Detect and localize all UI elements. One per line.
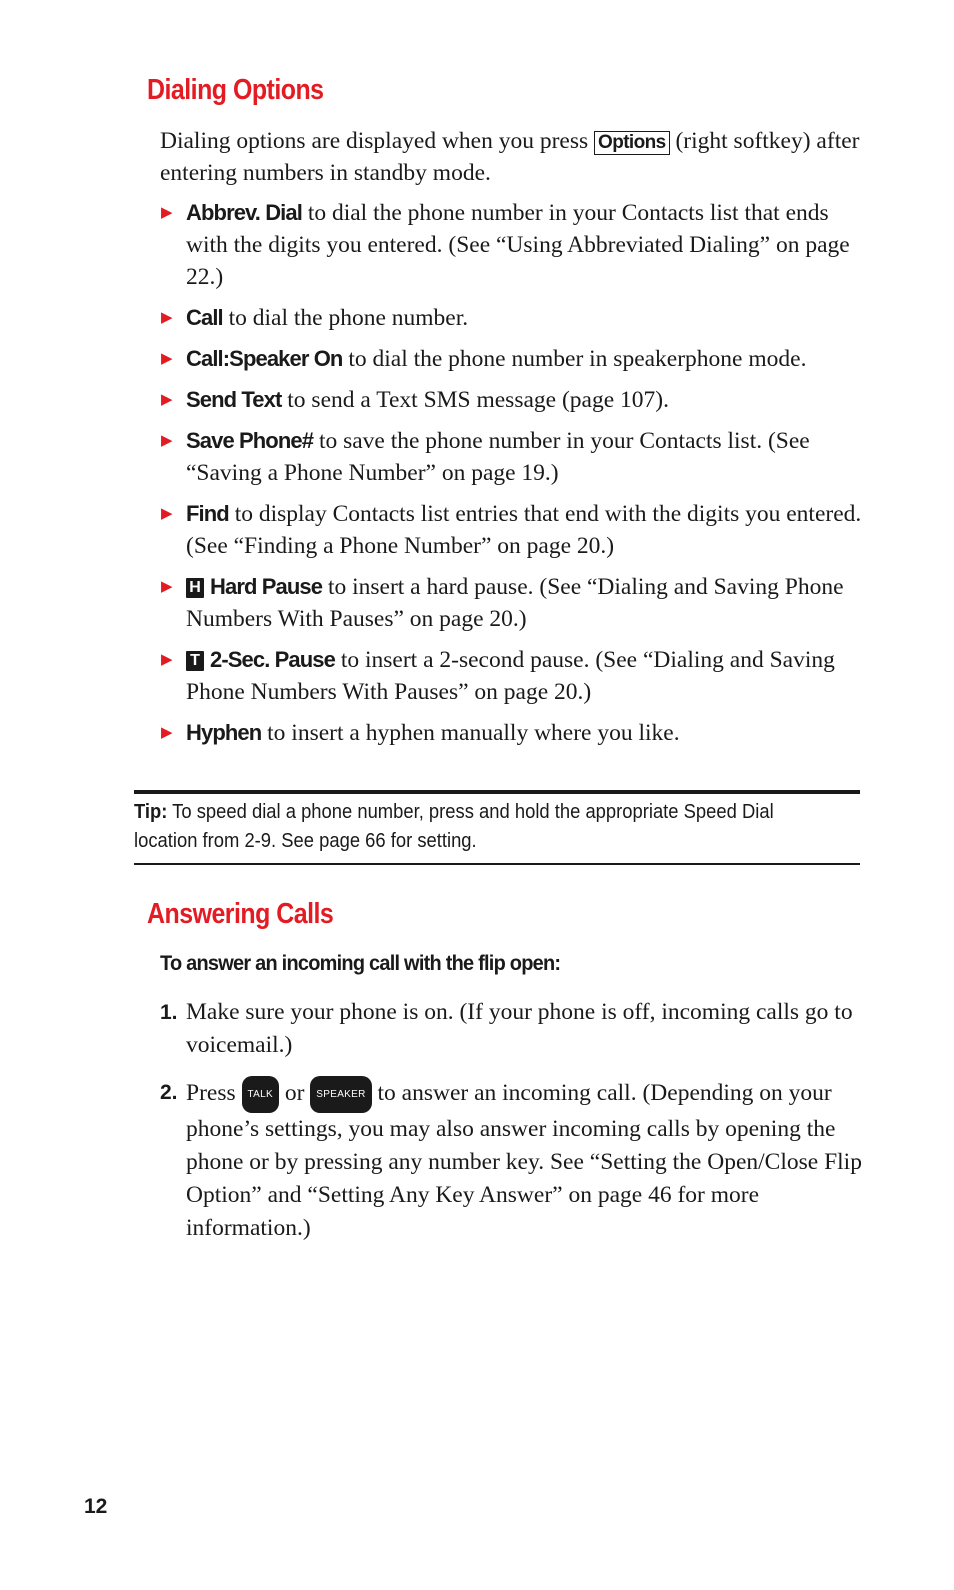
list-item: ▶ Call:Speaker On to dial the phone number in speakerphone mode.: [160, 343, 865, 375]
option-term: Abbrev. Dial: [186, 200, 302, 225]
tip-box: [134, 798, 796, 856]
tip-top-rule: [134, 790, 860, 794]
bullet-arrow-icon: ▶: [161, 351, 173, 367]
list-item: ▶ H Hard Pause to insert a hard pause. (See “Dialing and Saving Phone Numbers With Pauses” on page 20.): [160, 571, 865, 635]
section-title-dialing-options: Dialing Options: [147, 74, 324, 106]
talk-key-icon: TALK: [242, 1076, 279, 1113]
page-number: 12: [84, 1495, 108, 1518]
bullet-arrow-icon: ▶: [161, 205, 173, 221]
t-key-icon: T: [186, 651, 204, 671]
list-item: ▶ T 2-Sec. Pause to insert a 2-second pause. (See “Dialing and Saving Phone Numbers With Pauses” on page 20.): [160, 644, 865, 708]
list-item: ▶ Find to display Contacts list entries that end with the digits you entered. (See “Finding a Phone Number” on page 20.): [160, 498, 865, 562]
step-text: Make sure your phone is on. (If your phone is off, incoming calls go to voicemail.): [186, 999, 853, 1058]
option-term: Save Phone#: [186, 428, 314, 453]
bullet-arrow-icon: ▶: [161, 310, 173, 326]
list-item: ▶ Abbrev. Dial to dial the phone number in your Contacts list that ends with the digits you entered. (See “Using Abbreviated Dialing” on page 22.): [160, 197, 865, 293]
dialing-intro: Dialing options are displayed when you press Options (right softkey) after entering numbers in standby mode.: [160, 128, 860, 186]
bullet-arrow-icon: ▶: [161, 579, 173, 595]
h-key-icon: H: [186, 578, 204, 598]
list-item: ▶ Save Phone# to save the phone number in your Contacts list. (See “Saving a Phone Number” on page 19.): [160, 425, 865, 489]
dialing-options-list: [160, 197, 865, 758]
section-title-answering-calls: Answering Calls: [147, 898, 334, 930]
bullet-arrow-icon: ▶: [161, 725, 173, 741]
bullet-arrow-icon: ▶: [161, 392, 173, 408]
list-item: ▶ Hyphen to insert a hyphen manually where you like.: [160, 717, 865, 749]
list-item: ▶ Send Text to send a Text SMS message (page 107).: [160, 384, 865, 416]
tip-bottom-rule: [134, 863, 860, 865]
option-term: Call: [186, 305, 223, 330]
tip-text: To speed dial a phone number, press and hold the appropriate Speed Dial location from 2-9. See page 66 for setting.: [134, 801, 774, 852]
option-term: 2-Sec. Pause: [210, 647, 335, 672]
step-number: 2.: [160, 1081, 178, 1104]
procedure-subhead: To answer an incoming call with the flip open:: [160, 952, 561, 975]
bullet-arrow-icon: ▶: [161, 433, 173, 449]
option-term: Call:Speaker On: [186, 346, 343, 371]
bullet-arrow-icon: ▶: [161, 652, 173, 668]
option-term: Hard Pause: [210, 574, 323, 599]
bullet-arrow-icon: ▶: [161, 506, 173, 522]
tip-label: Tip:: [134, 801, 168, 823]
list-item: ▶ Call to dial the phone number.: [160, 302, 865, 334]
option-term: Send Text: [186, 387, 282, 412]
option-term: Find: [186, 501, 229, 526]
option-term: Hyphen: [186, 720, 262, 745]
answer-steps-list: [160, 996, 865, 1259]
options-softkey: Options: [594, 131, 670, 155]
step-item: [160, 996, 865, 1062]
step-number: 1.: [160, 1001, 178, 1024]
speaker-key-icon: SPEAKER: [310, 1076, 371, 1113]
step-item: 2. Press TALK or SPEAKER to answer an incoming call. (Depending on your phone’s settings, you may also answer incoming calls by opening the phone or by pressing any number key. See “Setting the Open/Close Flip Option” and “Setting Any Key Answer” on page 46 for more information.): [160, 1076, 865, 1245]
